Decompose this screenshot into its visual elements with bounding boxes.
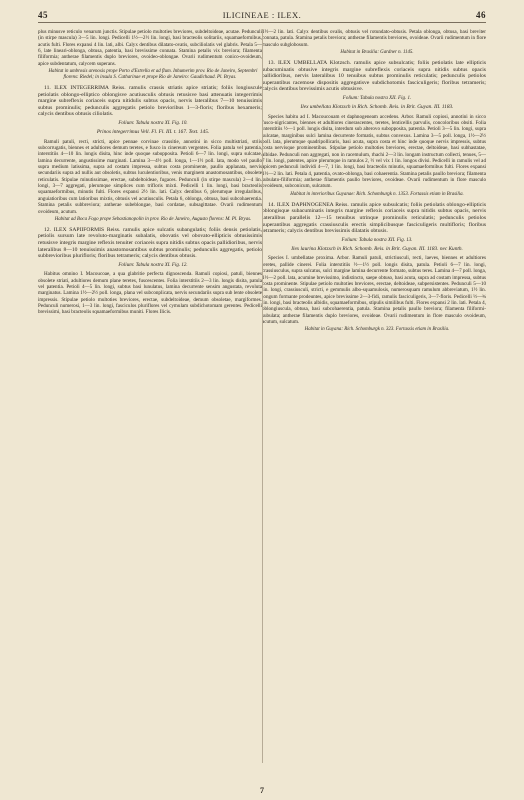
paragraph-continuation-right: 1½—2 lin. lati. Calyx dentibus ovalis, obtusis vel rotundato-obtusis. Petala oblonga, obtusa, basi breviter connata, patula. Stamina petalis breviora; antherae filamentis breviores, ovoideae. Ovarii rudimentum in flore masculo subglobosum. [262, 29, 486, 48]
habitat-note-right: Habitat in Brasilia: Gardner n. 1145. [340, 50, 414, 56]
habitat-note: Habitat in umbrosis arenosis prope Porto d'Estrella et ad flum. Inhumerim prov. Rio de Janeiro, Septembri florens: Riedel; in insula S. Catharinae et prope Rio de Janeiro: Gaudichaud. Pl. Bryas. [48, 69, 258, 81]
synonym-13: Ilex umbellata Klotzsch in Rich. Schomb. Reis. in Brit. Guyan. III. 1183. [300, 104, 454, 111]
folium-ref-12: Folium: Tabula nostra XI. Fig. 12. [118, 262, 188, 268]
habitat-14: Habitat in Guyana: Rich. Schomburgk n. 323. Fortassis etiam in Brasilia. [304, 327, 450, 333]
description-13: Species habitu ad I. Macoucouam et daphnogeneam accedens. Arbor. Ramuli copiosi, annotini in sicco fusco-nigricantes, biennes et adultiores cinerascentes, teretes, lenticellis parvulis, concoloribus obsiti. Folia interstitiis ½—1 poll. longis disita, interdum sub alterovo subopposita, patentia. Petioli 3—5 lin. longi, supra sulcatae, marginibus sulci lamina decurrente formatis, subtus convexus. Lamina 3—5 poll. longa, 1½—2½ poll. lata, plerumque quadripollicaris, basi acuta, supra costa et hinc inde quoque nervis impressis, subtus costa nervisque prominentibus. Stipulae petiolo multoties breviores, erectae, deltoideae, basi subhastatae, albidae. Pedunculi non aggregati, non in racemulum, rhachi 2—3 lin. longam instructum collecti, tenues, 5—7 lin. longi, patentes, apice plerumque in ramulos 2, ½ vel vix 1 lin. longos divisi. Pedicelli in ramulis vel ad apicem pedunculi individi 4—7, 1 lin. longi, basi bracteolis minutis, squamaeformibus fulti. Flores expansi 1½—2 lin. lati. Petala 4, patentia, ovato-oblonga, basi cohaerentia. Stamina petalis paullo breviora; filamenta subulato-filiformia; antherae filamentis paullo breviores, ovoideae. Ovarii rudimentum in flore masculo ovoideum, subconicum, sulcatum. [262, 113, 486, 190]
species-heading-13: 13. ILEX UMBELLATA Klotzsch. ramulis apice subsulcatis; foliis petiolatis late ellipticis subacuminatis obtusive integris margine subreflexis coriaceis supra nitidis subtus opacis pallidioribus, nervis lateralibus 10 tenuibus subtus prominulis reticulatis; pedunculis petiolos superantibus racemose dispositis aggregatisve subdichotomis fasciculigeris; floribus tetrameris; calycis dentibus brevissimis acutis obtusisve. [262, 60, 486, 93]
left-column [38, 29, 262, 769]
folium-ref-14: Folium: Tabula nostra XII. Fig. 13. [341, 237, 413, 243]
habitat-11: Habitat ad Boca Fogo prope Sebastianopolin in prov. Rio de Janeiro, Augusto florens: M. Pl. Bryas. [54, 216, 252, 222]
page-number-right: 46 [476, 10, 486, 20]
synonym-14: Ilex laurina Klotzsch in Rich. Schomb. Reis. in Brit. Guyan. III. 1183. nec Kunth. [291, 246, 463, 253]
folium-ref-11: Folium: Tabula nostra XI. Fig. 10. [118, 121, 188, 127]
species-heading-11: 11. ILEX INTEGERRIMA Reiss. ramulis crassis striatis apice striatis; foliis longiuscule petiolatis oblongo-elliptico oblongisve acutiusculis obtusis retusisve basi attenuatis integerrimis margine subreflexis coriaceis supra nitidulis subtus opacis, nervis lateralibus 7—10 tenuissimis subtus prominulis; pedunculis aggregatis petiolo brevioribus 1—3-floris; floribus hexameris; calycis dentibus obtusis ciliolatis. [38, 85, 262, 118]
habitat-13: Habitat in interioribus Guyanae: Rich. Schomburgk n. 1353. Fortassis etiam in Brasilia. [290, 191, 464, 197]
description-12: Habitus omnino I. Macoucoae, a qua glabritie perfecta dignoscenda. Ramuli copiosi, patuli, biennes obsolete striati, adultiores demum plane teretes, fuscescentes. Folia interstitiis 2—3 lin. longis disita, patula vel patentia. Petioli 4—5 lin. longi, subtus basi lunulatus, lamina decurrente sensim angustata, revoluta marginatus. Lamina 1½—2½ poll. longa, plana vel subconplicata, nervis secundariis supra sub lente obsolete impressis. Stipulae petiolo multoties breviores, erectae, subdeltoideae, demum obsoletae, margiformes. Pedunculi numerosi, 1—3 lin. longi, fasciculos pluriflores vel cymulam subdichotomam gerentes. Pedicelli brevissimi, basi bracteolis squamaeformibus muniti. Flores Ilicis. [38, 271, 262, 316]
species-heading-14: 14. ILEX DAPHNOGENEA Reiss. ramulis apice subsulcatis; foliis petiolatis oblongo-ellipticis oblongisque subacuminatis integris margine reflexis coriaceis supra nitidis subtus opacis, nervis lateralibus parallelis 12—15 tenuibus utrinque prominulis reticulatis; pedunculis petiolos superantibus aggregatis crassiusculis erectis simplicibusque fasciculigeris multifloris; floribus tetrameris; calycis dentibus brevissimis dilatatis obtusis. [262, 201, 486, 235]
synonym-11: Prinos integerrimus Vell. Fl. Fl. III. t. 167. Text. 145. [96, 129, 210, 136]
column-divider [262, 29, 263, 763]
description-14: Species I. umbellatae proxima. Arbor. Ramuli patuli, strictiusculi, recti, laeves, biennes et adultiores teretes, pallide cinerei. Folia interstitiis ½—1½ poll. longis disita, patula. Petioli 6—7 lin. longi, crassiusculus, supra sulcatus, sulci margine lamina decurrente formato, subtus teres. Lamina 4—7 poll. longa, 1½—2 poll. lata, acumine brevissimo, indistincto, saepe obtuso, basi acuta, supra ad costam impressa, subtus costa prominente. Stipulae petiolo multoties breviores, erectae, deltoideae, subpersistentes. Pedunculi 5—10 lin. longi, crassiusculi, stricti, e gemmulis albo-squamulosis, numerosquam ramulum abbreviatum, 1½ lin. longum formante prodeuntes, apice brevissime 2—3-fidi, ramulis fasciculigeris, 3—7-floris. Pedicelli ½—¾ lin. longi, basi bracteolis albidis, squamaeformibus, stipulis similibus fulti. Flores expansi 2 lin. lati. Petala 4, oblongiuscula, obtusa, basi subcohaerentia, patula. Stamina petalis paullo breviora; filamenta filiformi-subulata; antherae filamentis duplo breviores, ovoideae. Ovarii rudimentum in flore masculo ovoideum, acutum, sulcatum. [262, 255, 486, 325]
page-number-left: 45 [38, 10, 48, 20]
species-heading-12: 12. ILEX SAPIIFORMIS Reiss. ramulis apice sulcatis subangulatis; foliis densis petiolatis, petiolis sursum late revoluto-marginatis subalatis, obovatis vel obovato-ellipticis obtusissimis retusisve integris margine reflexis tenuiter coriaceis supra nitidis subtus opacis pallidioribus, nervis lateralibus 8—10 tenuissimis anastomosantibus subtus prominulis; pedunculis aggregatis, petiolo subbrevioribus plurifloris; floribus tetrameris; calycis dentibus obtusis. [38, 226, 262, 260]
signature-mark: 7 [260, 786, 264, 795]
description-11: Ramuli patuli, recti, stricti, apice pennae corvinae crassitie, annotini in sicco multistriati, striis subcorrugatis, biennes et adultiores demum teretes, e fusco in cinereum vergentes. Folia patula vel patentia, interstitiis 4—10 lin. longis disita, hinc inde quoque subopposita. Petioli 6—7 lin. longi, supra sulcatae, lamina decurrente, angustissime marginati. Lamina 3—4½ poll. longa, 1—1½ poll. lata, modo vel paullo supra medium latissima, supra ad costam impressa, subtus costa prominente, paullo applanata, nervis secundariis supra ad nullis aut obsoletis, subtus luculentioribus, venis marginem anastomosantibus, obsolete reticulatis. Stipulae minutissimae, erectae, subdeltoideae, fugaces. Pedunculi (in stirpe mascula) 2—4 lin. longi, 3—7 aggregati, plerumque simplices cum trifloris mixti. Pedicelli 1 lin. longi, basi bracteolis squamaeformibus, minutis fulti. Flores expansi 2½ lin. lati. Calyx dentibus 6, plerumque irregularibus, anguiatioribus cum latioribus mixtis, obtusis vel acutiusculis. Petala 6, oblonga, obtusa, basi subcohaerentia. Stamina petalis subbreviora; antherae subeblongae, basi cordatae, subsagittatae. Ovarii rudimentum ovoideum, acutum. [38, 138, 262, 215]
running-head [38, 10, 486, 23]
right-column [262, 29, 486, 769]
two-column-body [38, 29, 486, 769]
running-title: ILICINEAE : ILEX. [222, 10, 302, 20]
paragraph-continuation: plus minusve reticulo venarum junctis. Stipulae petiolo multoties breviores, subdeltoideae, acutae. Pedunculi (in stirpe mascula) 3—5 lin. longi. Pedicelli 1½—2½ lin. longi, basi bracteolis solitariis, squamaeformibus, acutis fulti. Flores expansi 4 lin. lati, albi. Calyx dentibus dilatato-ovatis, subciliolatis vel glabris. Petala 5—6, late lineari-oblonga, obtusa, patentia, basi brevissime connata. Stamina petalis vix breviora; filamenta filiformia; antherae filamentis duplo breviores, ovoideo-oblongae. Ovarii rudimentum conico-ovoideum, apice subdentatum, calycem superans. [38, 29, 262, 67]
folium-ref-13: Folium: Tabula nostra XII. Fig. 1. [342, 96, 412, 101]
